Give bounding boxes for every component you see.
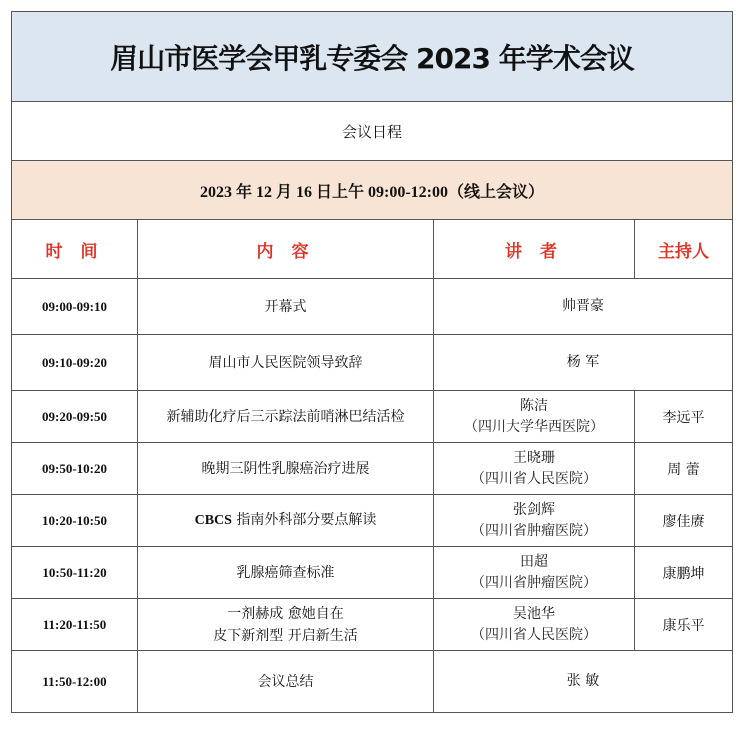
content-cell: 会议总结 <box>138 651 434 713</box>
speaker-name: 田超 <box>520 553 548 570</box>
content-cell: 新辅助化疗后三示踪法前哨淋巴结活检 <box>138 391 434 443</box>
speaker-org: （四川省肿瘤医院） <box>471 522 597 539</box>
host-cell: 李远平 <box>635 391 733 443</box>
speaker-org: （四川省人民医院） <box>471 626 597 643</box>
speaker-cell <box>434 443 635 495</box>
speaker-cell: 杨 军 <box>434 335 733 391</box>
header-speaker: 讲 者 <box>434 220 635 279</box>
content-cell <box>138 599 434 651</box>
session-info: 2023 年 12 月 16 日上午 09:00-12:00（线上会议） <box>12 161 733 220</box>
speaker-name: 张剑辉 <box>513 501 555 518</box>
content-cell <box>138 495 434 547</box>
schedule-table <box>11 11 733 713</box>
host-cell: 康鹏坤 <box>635 547 733 599</box>
time-cell: 11:20-11:50 <box>12 599 138 651</box>
table-row <box>12 391 733 443</box>
header-time: 时 间 <box>12 220 138 279</box>
speaker-name: 陈洁 <box>520 397 548 414</box>
table-row <box>12 547 733 599</box>
content-cell: 开幕式 <box>138 279 434 335</box>
speaker-cell <box>434 391 635 443</box>
time-cell: 09:50-10:20 <box>12 443 138 495</box>
time-cell: 09:00-09:10 <box>12 279 138 335</box>
host-cell: 康乐平 <box>635 599 733 651</box>
speaker-org: （四川省肿瘤医院） <box>471 574 597 591</box>
page-title: 眉山市医学会甲乳专委会 2023 年学术会议 <box>12 12 733 102</box>
speaker-cell: 帅晋豪 <box>434 279 733 335</box>
speaker-cell <box>434 547 635 599</box>
speaker-org: （四川大学华西医院） <box>464 418 604 435</box>
table-row <box>12 651 733 713</box>
speaker-cell <box>434 599 635 651</box>
content-cell: 眉山市人民医院领导致辞 <box>138 335 434 391</box>
schedule-subtitle: 会议日程 <box>12 102 733 161</box>
speaker-cell <box>434 495 635 547</box>
content-cell: 乳腺癌筛查标准 <box>138 547 434 599</box>
speaker-org: （四川省人民医院） <box>471 470 597 487</box>
table-row <box>12 279 733 335</box>
time-cell: 10:20-10:50 <box>12 495 138 547</box>
table-row <box>12 599 733 651</box>
content-line: 皮下新剂型 开启新生活 <box>213 627 358 644</box>
content-line: 一剂赫成 愈她自在 <box>227 605 344 622</box>
content-cell: 晚期三阴性乳腺癌治疗进展 <box>138 443 434 495</box>
table-row <box>12 495 733 547</box>
content-latin: CBCS <box>194 513 232 528</box>
header-host: 主持人 <box>635 220 733 279</box>
content-text: 指南外科部分要点解读 <box>231 512 377 528</box>
table-row <box>12 443 733 495</box>
time-cell: 11:50-12:00 <box>12 651 138 713</box>
time-cell: 09:20-09:50 <box>12 391 138 443</box>
time-cell: 10:50-11:20 <box>12 547 138 599</box>
host-cell: 周 蕾 <box>635 443 733 495</box>
speaker-name: 王晓珊 <box>513 449 555 466</box>
header-content: 内 容 <box>138 220 434 279</box>
host-cell: 廖佳赓 <box>635 495 733 547</box>
table-row <box>12 335 733 391</box>
time-cell: 09:10-09:20 <box>12 335 138 391</box>
speaker-name: 吴池华 <box>513 605 555 622</box>
speaker-cell: 张 敏 <box>434 651 733 713</box>
